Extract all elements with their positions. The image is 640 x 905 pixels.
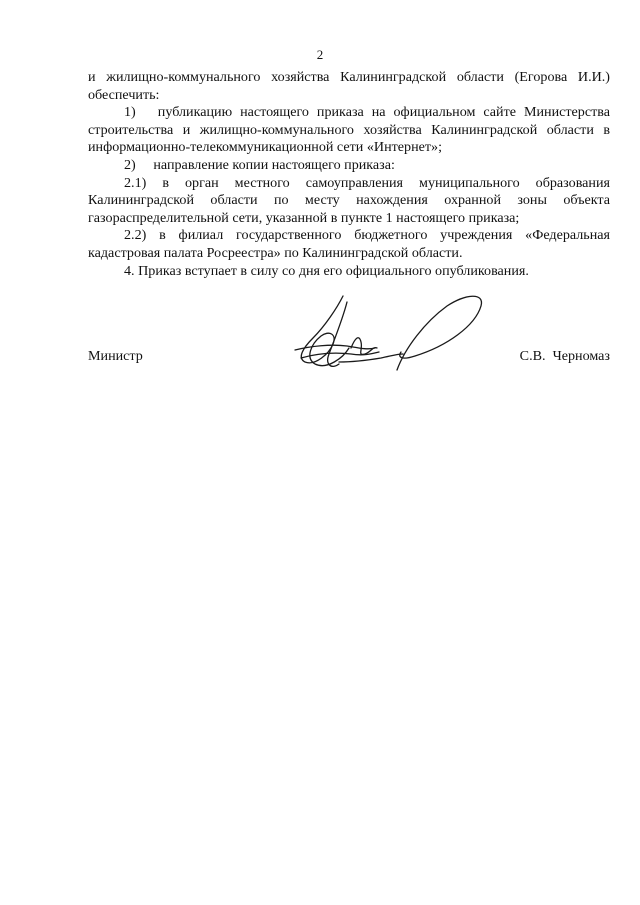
paragraph-item-2: 2) направление копии настоящего приказа:: [124, 156, 395, 173]
paragraph-item-1: 1) публикацию настоящего приказа на официальном сайте Министерства строительства и жилищно-коммунального хозяйства Калининградской области в информационно-телекоммуникационной сети «Интернет»;: [88, 104, 610, 156]
paragraph-item-4: 4. Приказ вступает в силу со дня его официального опубликования.: [124, 262, 529, 279]
signatory-title: Министр: [88, 348, 143, 364]
paragraph-item-2-1: 2.1) в орган местного самоуправления муниципального образования Калининградской области по месту нахождения охранной зоны объекта газораспределительной сети, указанной в пункте 1 настоящего приказа;: [88, 174, 610, 226]
signatory-name: С.В. Черномаз: [519, 348, 610, 364]
paragraph-item-2-2: 2.2) в филиал государственного бюджетного учреждения «Федеральная кадастровая палата Росреестра» по Калининградской области.: [88, 227, 610, 261]
paragraph-continuation: и жилищно-коммунального хозяйства Калининградской области (Егорова И.И.) обеспечить:: [88, 69, 610, 103]
page-number: 2: [316, 47, 324, 62]
handwritten-signature: [285, 288, 490, 380]
document-body: [88, 69, 610, 280]
